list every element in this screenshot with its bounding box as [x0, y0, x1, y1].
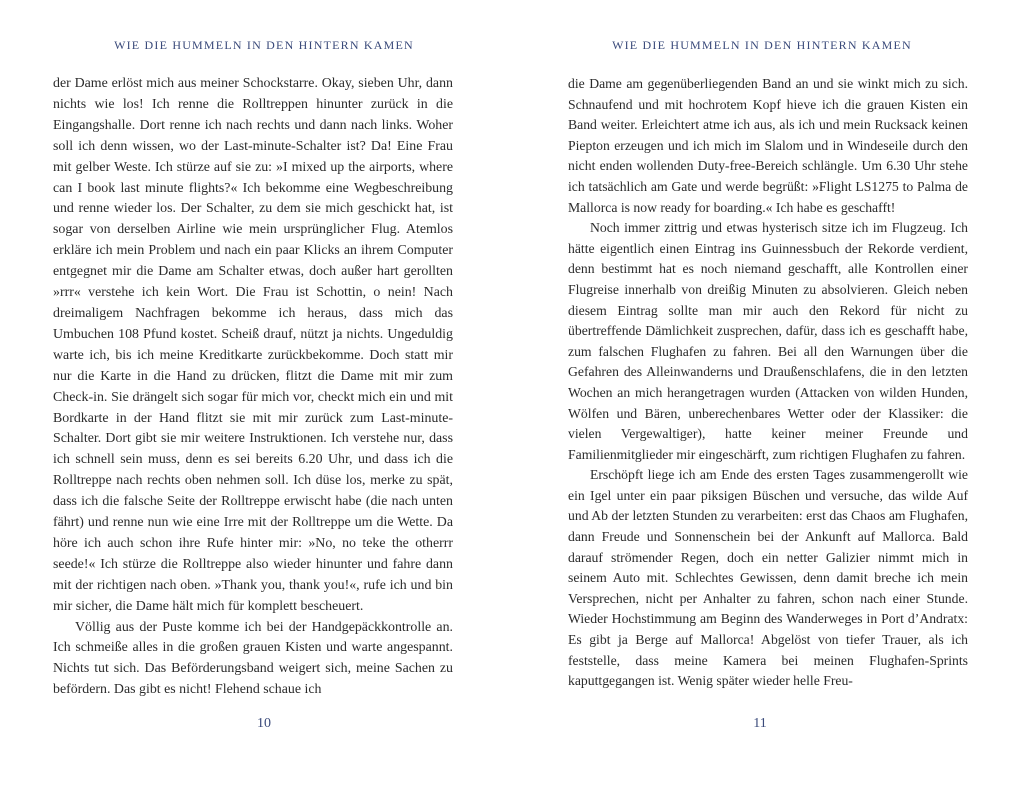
paragraph: Erschöpft liege ich am Ende des ersten Tages zusammengerollt wie ein Igel unter ein paar piksigen Büschen und versuche, das wilde Auf und Ab der letzten Stunden zu verarbeiten: erst das Chaos am Flughafen, dann Freude und Sonnenschein bei der Ankunft auf Mallorca. Bald darauf strömender Regen, doch ein netter Galizier nimmt mich in seinem Auto mit. Schlechtes Gewissen, denn damit breche ich mein Versprechen, nicht per Anhalter zu fahren, schon nach einer Stunde. Wieder Hochstimmung am Beginn des Wanderweges in Port d’Andratx: Es gibt ja Berge auf Mallorca! Abgelöst von tiefer Trauer, als ich feststelle, dass meine Kamera bei meinen Flughafen-Sprints kaputtgegangen ist. Wenig später wieder helle Freu-	[568, 467, 968, 689]
paragraph: der Dame erlöst mich aus meiner Schockstarre. Okay, sieben Uhr, dann nichts wie los! Ich renne die Rolltreppen hinunter zurück in die Eingangshalle. Dort renne ich nach rechts und dann nach links. Woher soll ich denn wissen, wo der Last-minute-Schalter ist? Da! Eine Frau mit gelber Weste. Ich stürze auf sie zu: »I mixed up the airports, where can I book last minute flights?« Ich bekomme eine Wegbeschreibung und renne wieder los. Der Schalter, zu dem sie mich geschickt hat, ist sogar von derselben Airline wie mein ursprünglicher Flug. Atemlos erkläre ich mein Problem und nach ein paar Klicks an ihrem Computer entgegnet mir die Dame am Schalter etwas, doch außer hart gerollten »rrr« verstehe ich kein Wort. Die Frau ist Schottin, o nein! Nach dreimaligem Nachfragen bekomme ich heraus, dass mich das Umbuchen 108 Pfund kostet. Scheiß drauf, nützt ja nichts. Ungeduldig warte ich, bis ich meine Kreditkarte zurückbekomme. Doch statt mir nur die Karte in die Hand zu drücken, flitzt die Dame mit mir zum Check-in. Sie drängelt sich sogar für mich vor, checkt mich ein und mit Bordkarte in der Hand flitzt sie mit mir zurück zum Last-minute-Schalter. Dort gibt sie mir weitere Instruktionen. Ich verstehe nur, dass ich schnell sein muss, denn es sei bereits 6.20 Uhr, und dass ich die Rolltreppe nach rechts oben nehmen soll. Ich düse los, merke zu spät, dass ich die falsche Seite der Rolltreppe erwischt habe (die nach unten fährt) und renne nun wie eine Irre mit der Rolltreppe um die Wette. Da höre ich auch schon ihre Rufe hinter mir: »No, no teke the otherrr seede!« Ich stürze die Rolltreppe also wieder hinunter und fahre dann mit der richtigen nach oben. »Thank you, thank you!«, rufe ich und bin mir sicher, die Dame hält mich für komplett bescheuert.	[53, 76, 453, 614]
paragraph: die Dame am gegenüberliegenden Band an und sie winkt mich zu sich. Schnaufend und mit hochrotem Kopf hieve ich die grauen Kisten ein Band weiter. Erleichtert atme ich aus, als ich und mein Rucksack keinen Piepton erzeugen und ich mich im Slalom und in Windeseile durch den nicht enden wollenden Duty-free-Bereich schlängle. Um 6.30 Uhr stehe ich tatsächlich am Gate und werde begrüßt: »Flight LS1275 to Palma de Mallorca is now ready for boarding.« Ich habe es geschafft!	[568, 76, 968, 215]
running-header: WIE DIE HUMMELN IN DEN HINTERN KAMEN	[612, 38, 912, 52]
page-number: 10	[257, 716, 271, 731]
paragraph: Noch immer zittrig und etwas hysterisch sitze ich im Flugzeug. Ich hätte eigentlich einen Eintrag ins Guinnessbuch der Rekorde verdient, denn bestimmt hat es noch niemand geschafft, alle Kontrollen einer Flugreise innerhalb von dreißig Minuten zu absolvieren. Gleich neben diesem Eintrag sollte man mir auch den Rekord für nicht zu übertreffende Dämlichkeit zusprechen, dafür, dass ich es geschafft habe, zum falschen Flughafen zu fahren. Bei all den Warnungen über die Gefahren des Alleinwanderns und Draußenschlafens, die in den letzten Wochen an mich herangetragen wurden (Attacken von wilden Hunden, Wölfen und Bären, unberechenbares Wetter oder der Klassiker: die vielen Vergewaltiger), hatte keiner meiner Freunde und Familienmitglieder mir eingeschärft, zum richtigen Flughafen zu fahren.	[568, 220, 968, 462]
page-number: 11	[753, 716, 767, 731]
running-header: WIE DIE HUMMELN IN DEN HINTERN KAMEN	[114, 38, 414, 52]
body-text	[568, 74, 968, 692]
body-text	[53, 74, 453, 701]
paragraph: Völlig aus der Puste komme ich bei der Handgepäckkontrolle an. Ich schmeiße alles in die großen grauen Kisten und warte angespannt. Nichts tut sich. Das Beförderungsband weigert sich, meine Sachen zu befördern. Das gibt es nicht! Flehend schaue ich	[53, 619, 453, 698]
right-page	[512, 0, 1024, 791]
